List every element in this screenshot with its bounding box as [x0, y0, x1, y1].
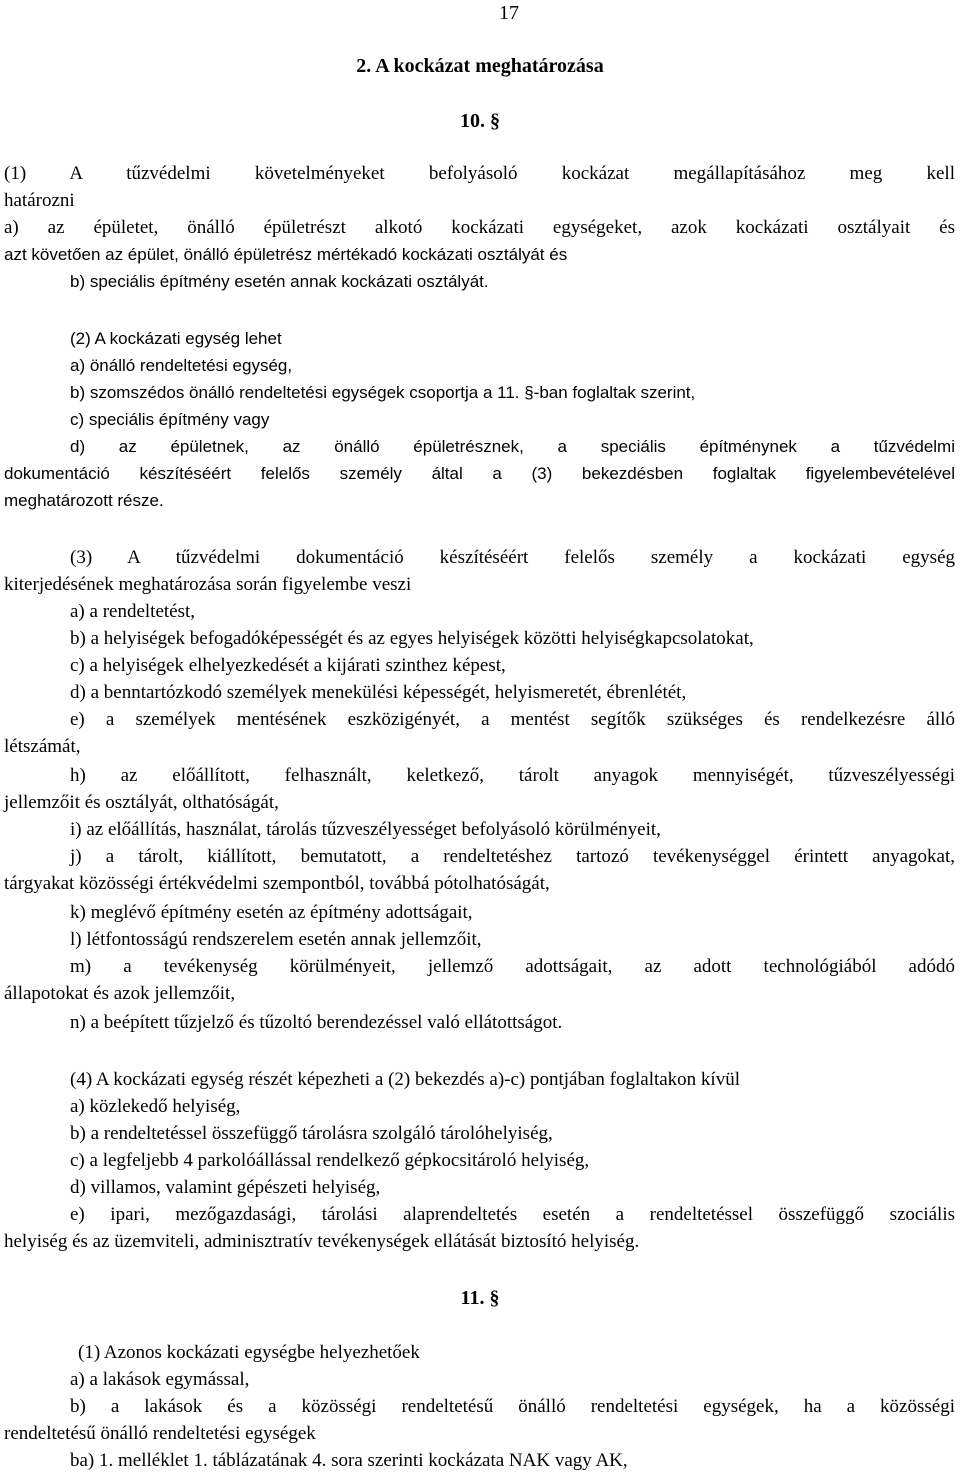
- list-item: a) a lakások egymással,: [70, 1369, 250, 1390]
- text-line: c) speciális építmény vagy: [70, 410, 270, 429]
- text-line: létszámát,: [4, 736, 81, 757]
- list-item: d) a benntartózkodó személyek menekülési képességét, helyismeretét, ébrenlétét,: [70, 682, 687, 703]
- text-line: határozni: [4, 190, 75, 211]
- text-line: meghatározott része.: [4, 491, 164, 510]
- text-line: b) speciális építmény esetén annak kockázati osztályát.: [70, 272, 489, 291]
- text-line: állapotokat és azok jellemzőit,: [4, 983, 236, 1004]
- list-item: e) a személyek mentésének eszközigényét, a mentést segítők szükséges és rendelkezésre álló: [70, 709, 955, 730]
- list-item: ba) 1. melléklet 1. táblázatának 4. sora szerinti kockázata NAK vagy AK,: [70, 1450, 628, 1471]
- text-line: (4) A kockázati egység részét képezheti a (2) bekezdés a)-c) pontjában foglaltakon kívül: [70, 1069, 740, 1090]
- text-line: a) önálló rendeltetési egység,: [70, 356, 293, 375]
- page-number: 17: [499, 2, 519, 24]
- list-item: c) a helyiségek elhelyezkedését a kijárati szinthez képest,: [70, 655, 506, 676]
- list-item: b) a helyiségek befogadóképességét és az egyes helyiségek közötti helyiségkapcsolatokat,: [70, 628, 754, 649]
- list-item: i) az előállítás, használat, tárolás tűzveszélyességet befolyásoló körülményeit,: [70, 819, 661, 840]
- list-item: n) a beépített tűzjelző és tűzoltó berendezéssel való ellátottságot.: [70, 1012, 563, 1033]
- list-item: d) villamos, valamint gépészeti helyiség,: [70, 1177, 381, 1198]
- list-item: a) közlekedő helyiség,: [70, 1096, 241, 1117]
- chapter-title: 2. A kockázat meghatározása: [356, 55, 604, 77]
- text-line: (2) A kockázati egység lehet: [70, 329, 282, 348]
- list-item: h) az előállított, felhasznált, keletkező, tárolt anyagok mennyiségét, tűzveszélyességi: [70, 765, 955, 786]
- text-line: helyiség és az üzemviteli, adminisztratív tevékenységek ellátását biztosító helyiség.: [4, 1231, 640, 1252]
- text-line: a) az épületet, önálló épületrészt alkotó kockázati egységeket, azok kockázati osztályait és: [4, 217, 955, 238]
- list-item: a) a rendeltetést,: [70, 601, 196, 622]
- text-line: azt követően az épület, önálló épületrész mértékadó kockázati osztályát és: [4, 245, 568, 264]
- text-line: dokumentáció készítéséért felelős személy által a (3) bekezdésben foglaltak figyelembevételével: [4, 464, 955, 483]
- text-line: b) szomszédos önálló rendeltetési egységek csoportja a 11. §-ban foglaltak szerint,: [70, 383, 696, 402]
- list-item: e) ipari, mezőgazdasági, tárolási alaprendeltetés esetén a rendeltetéssel összefüggő szociális: [70, 1204, 955, 1225]
- list-item: l) létfontosságú rendszerelem esetén annak jellemzőit,: [70, 929, 482, 950]
- text-line: (1) A tűzvédelmi követelményeket befolyásoló kockázat megállapításához meg kell: [4, 163, 955, 184]
- list-item: b) a lakások és a közösségi rendeltetésű önálló rendeltetési egységek, ha a közösségi: [70, 1396, 955, 1417]
- text-line: jellemzőit és osztályát, olthatóságát,: [4, 792, 279, 813]
- text-line: tárgyakat közösségi értékvédelmi szempontból, továbbá pótolhatóságát,: [4, 873, 550, 894]
- section-heading: 11. §: [460, 1287, 500, 1309]
- list-item: c) a legfeljebb 4 parkolóállással rendelkező gépkocsitároló helyiség,: [70, 1150, 590, 1171]
- section-heading: 10. §: [460, 110, 500, 132]
- list-item: j) a tárolt, kiállított, bemutatott, a rendeltetéshez tartozó tevékenységgel érintett anyagokat,: [70, 846, 955, 867]
- text-line: kiterjedésének meghatározása során figyelembe veszi: [4, 574, 412, 595]
- text-line: rendeltetésű önálló rendeltetési egységek: [4, 1423, 316, 1444]
- text-line: (3) A tűzvédelmi dokumentáció készítéséért felelős személy a kockázati egység: [70, 547, 955, 568]
- text-line: d) az épületnek, az önálló épületrésznek, a speciális építménynek a tűzvédelmi: [70, 437, 955, 456]
- list-item: k) meglévő építmény esetén az építmény adottságait,: [70, 902, 473, 923]
- text-line: (1) Azonos kockázati egységbe helyezhetőek: [78, 1342, 420, 1363]
- list-item: m) a tevékenység körülményeit, jellemző adottságait, az adott technológiából adódó: [70, 956, 955, 977]
- list-item: b) a rendeltetéssel összefüggő tárolásra szolgáló tárolóhelyiség,: [70, 1123, 553, 1144]
